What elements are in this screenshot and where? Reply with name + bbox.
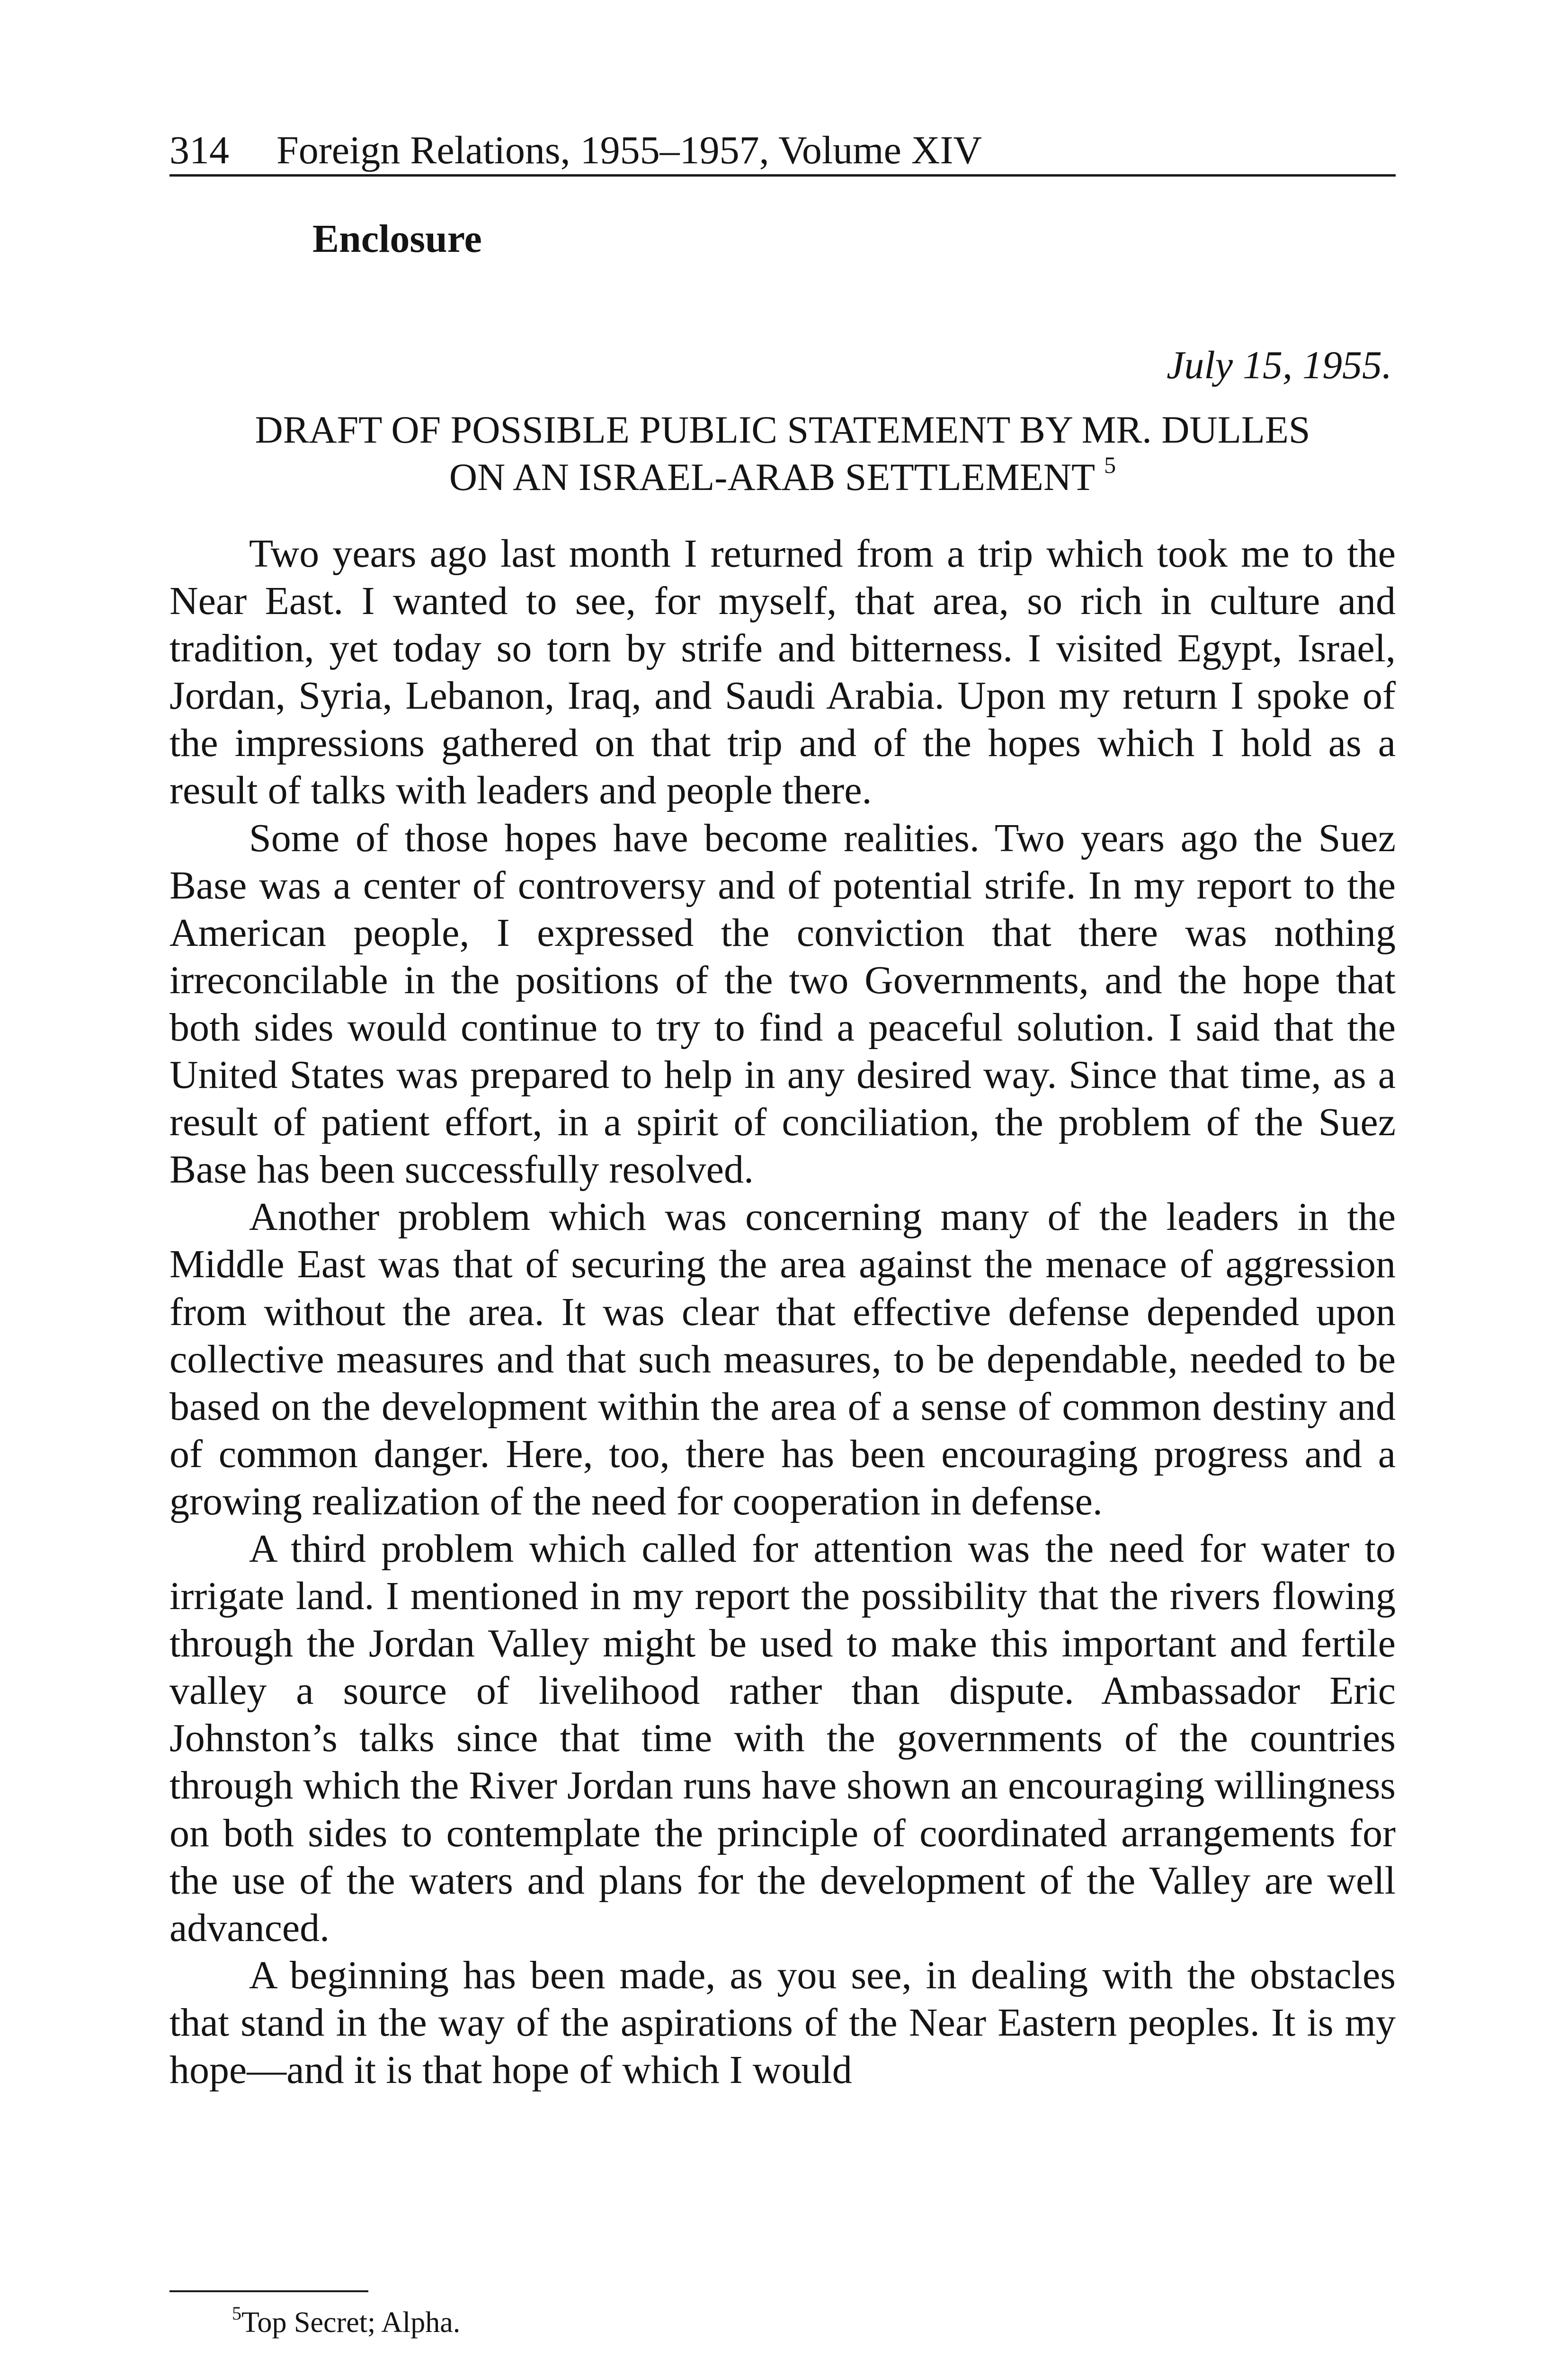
footnote-text: Top Secret; Alpha.: [241, 2306, 461, 2339]
footnote-number: 5: [232, 2303, 241, 2324]
title-line-2-text: ON AN ISRAEL-ARAB SETTLEMENT: [449, 455, 1095, 498]
series-title: Foreign Relations, 1955–1957, Volume XIV: [276, 128, 982, 172]
page-number: 314: [169, 128, 229, 172]
body-text: [169, 530, 1396, 2094]
footnote-divider: [169, 2290, 368, 2292]
paragraph-2: Some of those hopes have become realities. Two years ago the Suez Base was a center of controversy and of potential strife. In my report to the American people, I expressed the conviction that there was nothing irreconcilable in the positions of the two Governments, and the hope that both sides would continue to try to find a peaceful solution. I said that the United States was prepared to help in any desired way. Since that time, as a result of patient effort, in a spirit of conciliation, the problem of the Suez Base has been successfully resolved.: [169, 816, 1396, 1192]
document-title: [169, 406, 1396, 501]
running-head: [169, 127, 1396, 177]
title-line-2: [169, 451, 1396, 501]
document-date: July 15, 1955.: [1167, 343, 1392, 387]
enclosure-heading: Enclosure: [312, 217, 482, 261]
paragraph-4: A third problem which called for attention was the need for water to irrigate land. I mentioned in my report the possibility that the rivers flowing through the Jordan Valley might be used to make this important and fertile valley a source of livelihood rather than dispute. Ambassador Eric Johnston’s talks since that time with the governments of the countries through which the River Jordan runs have shown an encouraging willingness on both sides to contemplate the principle of coordinated arrangements for the use of the waters and plans for the development of the Valley are well advanced.: [169, 1526, 1396, 1950]
paragraph-3: Another problem which was concerning many of the leaders in the Middle East was that of securing the area against the menace of aggression from without the area. It was clear that effective defense depended upon collective measures and that such measures, to be dependable, needed to be based on the development within the area of a sense of common destiny and of common danger. Here, too, there has been encouraging progress and a growing realization of the need for cooperation in defense.: [169, 1195, 1396, 1523]
title-line-1: DRAFT OF POSSIBLE PUBLIC STATEMENT BY MR. DULLES: [255, 408, 1310, 451]
footnote-reference: 5: [1104, 451, 1116, 478]
paragraph-1: Two years ago last month I returned from a trip which took me to the Near East. I wanted to see, for myself, that area, so rich in culture and tradition, yet today so torn by strife and bitterness. I visited Egypt, Israel, Jordan, Syria, Lebanon, Iraq, and Saudi Arabia. Upon my return I spoke of the impressions gathered on that trip and of the hopes which I hold as a result of talks with leaders and people there.: [169, 532, 1396, 813]
paragraph-5: A beginning has been made, as you see, in dealing with the obstacles that stand in the way of the aspirations of the Near Eastern peoples. It is my hope—and it is that hope of which I would: [169, 1953, 1396, 2092]
footnote: [232, 2304, 460, 2341]
